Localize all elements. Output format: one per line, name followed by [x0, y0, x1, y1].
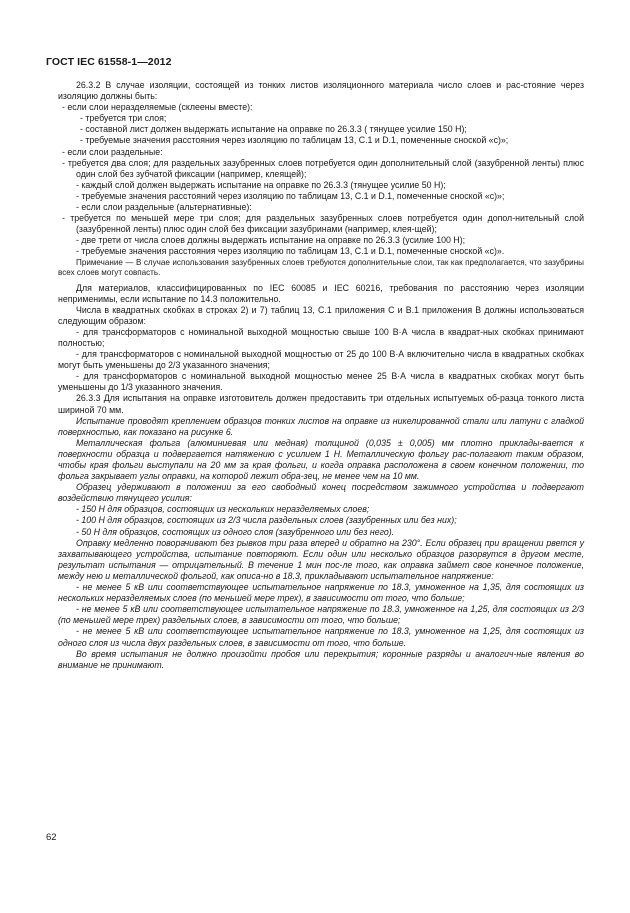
list-item: - каждый слой должен выдержать испытание на оправке по 26.3.3 (тянущее усилие 50 Н);	[76, 179, 446, 190]
paragraph: Во время испытания не должно произойти пробоя или перекрытия; коронные разряды и аналогич-ные явления во внимание не принимают.	[58, 648, 584, 670]
document-body	[58, 80, 584, 671]
list-item: - требуется три слоя;	[80, 113, 167, 124]
paragraph: Числа в квадратных скобках в строках 2) и 7) таблиц 13, С.1 приложения С и В.1 приложения В должны использоваться следующим образом:	[58, 304, 584, 326]
document-header: ГОСТ IEC 61558-1—2012	[46, 56, 172, 68]
paragraph: Металлическая фольга (алюминиевая или медная) толщиной (0,035 ± 0,005) мм плотно приклады-вается к поверхности образца и подвергается натяжению с усилием 1 Н. Металлическую фольгу рас-полагают таким образом, чтобы края фольги выступали на 20 мм за края фольги, и когда оправка расположена в своем конечном положении, то фольга закрывает углы оправки, на которой лежит обра-зец, не менее чем на 10 мм.	[58, 437, 584, 482]
paragraph: Оправку медленно поворачивают без рывков три раза вперед и обратно на 230°. Если образец при вращении рвется у захватывающего устройства, испытание повторяют. Если один или несколько образцов разорвутся в другом месте, результат испытания — отрицательный. В течение 1 мин пос-ле того, как оправка займет свое конечное положение, между нею и металлической фольгой, как описа-но в 18.3, прикладывают испытательное напряжение:	[58, 537, 584, 581]
page-number: 62	[46, 832, 57, 843]
list-item: - не менее 5 кВ или соответствующее испытательное напряжение по 18.3, умноженное на 1,25, для состоящих из 2/3 (по меньшей мере трех) раздельных слоев, в зависимости от того, что больше;	[58, 604, 584, 626]
paragraph: - для трансформаторов с номинальной выходной мощностью от 25 до 100 В·А включительно числа в квадратных скобках могут быть уменьшены до 2/3 указанного значения;	[58, 349, 584, 371]
list-item: - составной лист должен выдержать испытание на оправке по 26.3.3 ( тянущее усилие 150 Н);	[80, 124, 467, 135]
paragraph: 26.3.3 Для испытания на оправке изготовитель должен предоставить три отдельных испытуемых об-разца тонкого листа шириной 70 мм.	[58, 393, 584, 415]
paragraph: - для трансформаторов с номинальной выходной мощностью свыше 100 В·А числа в квадрат-ных скобках принимают полностью;	[58, 326, 584, 348]
paragraph: Образец удерживают в положении за его свободный конец посредством зажимного устройства и подвергают воздействию тянущего усилия:	[58, 482, 584, 504]
list-item: - требуется по меньшей мере три слоя; для раздельных зазубренных слоев потребуется один допол-нительный слой (зазубренной ленты) плюс один слой без фиксации зазубринами (например, клея-щей);	[62, 213, 584, 235]
list-item: - требуется два слоя; для раздельных зазубренных слоев потребуется один дополнительный слой (зазубренной ленты) плюс один слой без зубчатой фиксации (например, клеящей);	[62, 157, 584, 179]
list-item: - 50 Н для образцов, состоящих из одного слоя (зазубренного или без него).	[76, 526, 395, 537]
list-item: - требуемые значения расстояния через изоляцию по таблицам 13, С.1 и D.1, помеченные сноской «c)»;	[80, 135, 509, 146]
list-item: - если слои раздельные:	[62, 146, 163, 157]
list-item: - 100 Н для образцов, состоящих из 2/3 числа раздельных слоев (зазубренных или без них);	[76, 515, 457, 526]
note: Примечание — В случае использования зазубренных слоев требуются дополнительные слои, так как предполагается, что зазубрины всех слоев могут совпасть.	[58, 257, 584, 277]
list-item: - 150 Н для образцов, состоящих из нескольких неразделяемых слоев;	[76, 504, 370, 515]
paragraph: Испытание проводят креплением образцов тонких листов на оправке из никелированной стали или латуни с гладкой поверхностью, как показано на рисунке 6.	[58, 415, 584, 437]
list-item: - если слои неразделяемые (склеены вместе):	[62, 102, 253, 113]
paragraph: Для материалов, классифицированных по IEC 60085 и IEC 60216, требования по расстоянию через изоляции неприменимы, если испытание по 14.3 положительно.	[58, 282, 584, 304]
list-item: - требуемые значения расстояний через изоляцию по таблицам 13, С.1 и D.1, помеченные сноской «c)»;	[76, 190, 505, 201]
list-item: - если слои раздельные (альтернативные):	[76, 202, 252, 213]
list-item: - две трети от числа слоев должны выдержать испытание на оправке по 26.3.3 (усилие 100 Н);	[76, 235, 466, 246]
paragraph: - для трансформаторов с номинальной выходной мощностью менее 25 В·А числа в квадратных скобках могут быть уменьшены до 1/3 указанного значения.	[58, 371, 584, 393]
list-item: - не менее 5 кВ или соответствующее испытательное напряжение по 18.3, умноженное на 1,35, для состоящих из нескольких неразделяемых слоев (по меньшей мере трех), в зависимости от того, что больше;	[58, 582, 584, 604]
paragraph: 26.3.2 В случае изоляции, состоящей из тонких листов изоляционного материала число слоев и рас-стояние через изоляцию должны быть:	[58, 80, 584, 102]
list-item: - требуемые значения расстояния через изоляцию по таблицам 13, С.1 и D.1, помеченные сноской «c)».	[76, 246, 505, 257]
list-item: - не менее 5 кВ или соответствующее испытательное напряжение по 18.3, умноженное на 1,25, для состоящих из одного слоя из числа двух раздельных слоев, в зависимости от того, что больше.	[58, 626, 584, 648]
